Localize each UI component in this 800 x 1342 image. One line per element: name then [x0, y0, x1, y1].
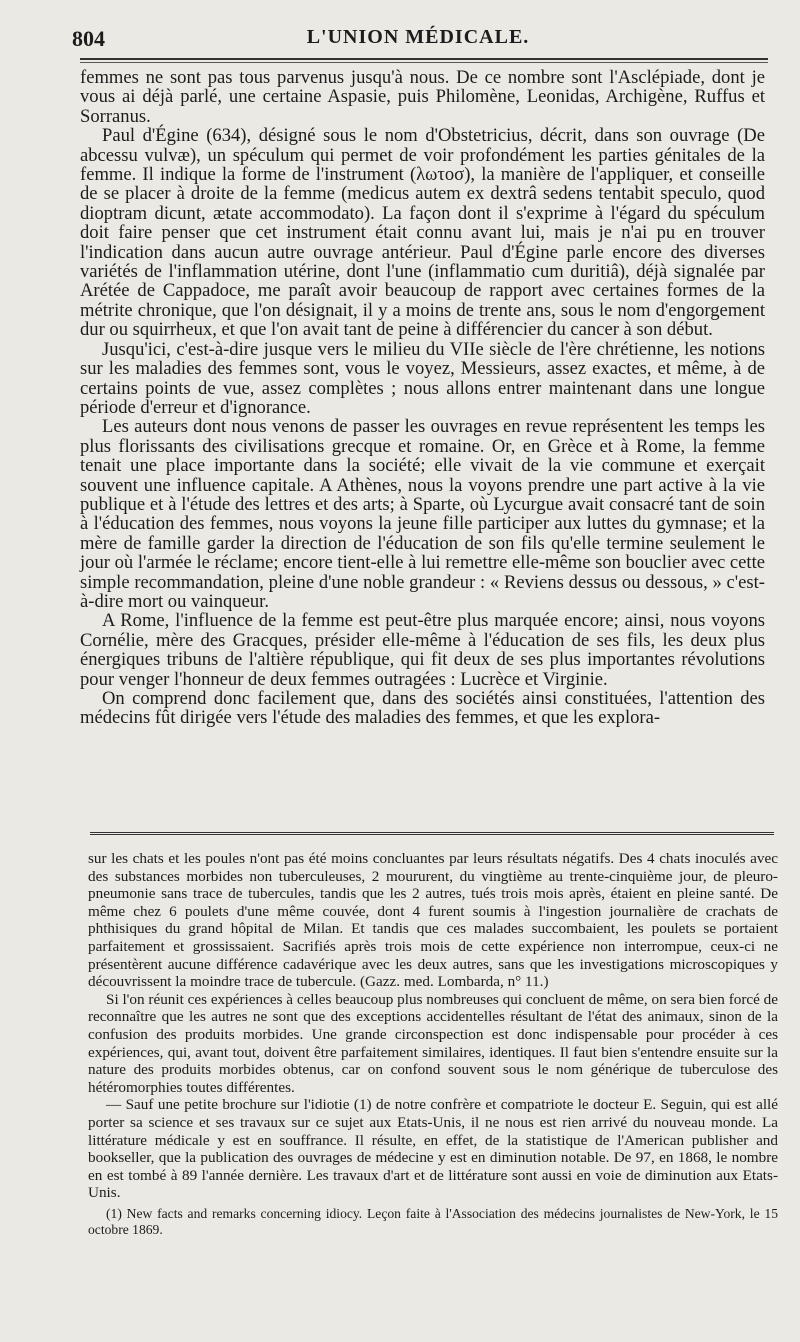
main-paragraph: femmes ne sont pas tous parvenus jusqu'à nous. De ce nombre sont l'Asclépiade, dont je vous ai déjà parlé, une certaine Aspasie, puis Philomène, Leonidas, Archigène, Ruffus et Sorranus. [80, 67, 765, 127]
main-paragraph: A Rome, l'influence de la femme est peut-être plus marquée encore; ainsi, nous voyons Cornélie, mère des Gracques, présider elle-même à l'éducation de ses fils, les deux plus énergiques tribuns de l'altière république, qui fit deux de ses plus importantes révolutions pour venger l'honneur de deux femmes outragées : Lucrèce et Virginie. [80, 610, 765, 690]
main-paragraph: Paul d'Égine (634), désigné sous le nom d'Obstetricius, décrit, dans son ouvrage (De abcessu vulvæ), un spéculum qui permet de voir profondément les parties génitales de la femme. Il indique la forme de l'instrument (λωτοσ), la manière de l'appliquer, et conseille de se placer à droite de la femme (medicus autem ex dextrâ sedens tentabit speculo, quod dioptram dicunt, ætate accommodato). La façon dont il s'exprime à l'égard du spéculum doit faire penser que cet instrument était connu avant lui, mais je n'ai pu en trouver l'indication dans aucun autre ouvrage antérieur. Paul d'Égine parle encore des diverses variétés de l'inflammation utérine, dont l'une (inflammatio cum duritiâ), déjà signalée par Arétée de Cappadoce, me paraît avoir beaucoup de rapport avec certaines formes de la métrite chronique, que l'on désignait, il y a moins de trente ans, sous le nom d'engorgement dur ou squirrheux, et que l'on avait tant de peine à différencier du cancer à son début. [80, 125, 765, 341]
note-paragraph: Si l'on réunit ces expériences à celles beaucoup plus nombreuses qui concluent de même, on sera bien forcé de reconnaître que les autres ne sont que des exceptions accidentelles résultant de l'état des animaux, sinon de la confusion des produits morbides. Une grande circonspection est donc indispensable pour procéder à ces expériences, qui, avant tout, doivent être parfaitement similaires, identiques. Il faut bien s'entendre ensuite sur la nature des produits morbides obtenus, car on confond souvent sous le nom générique de tuberculose des hétéromorphies toutes différentes. [88, 990, 779, 1096]
note-paragraph: — Sauf une petite brochure sur l'idiotie (1) de notre confrère et compatriote le docteur E. Seguin, qui est allé porter sa science et ses travaux sur ce sujet aux Etats-Unis, il ne nous est rien arrivé du nouveau monde. La littérature médicale y est en souffrance. Il résulte, en effet, de la statistique de l'American publisher and bookseller, que la publication des ouvrages de médecine y est en diminution notable. De 97, en 1868, le nombre en est tombé à 89 l'année dernière. Les travaux d'art et de littérature sont aussi en voie de diminution aux Etats-Unis. [88, 1096, 778, 1202]
journal-title: L'UNION MÉDICALE. [306, 26, 530, 48]
main-paragraph: Les auteurs dont nous venons de passer les ouvrages en revue représentent les temps les plus florissants des civilisations grecque et romaine. Or, en Grèce et à Rome, la femme tenait une place importante dans la société; elle vivait de la vie commune et exerçait souvent une influence capitale. A Athènes, nous la voyons prendre une part active à la vie publique et à l'étude des lettres et des arts; à Sparte, où Lycurgue avait consacré tant de soin à l'éducation des femmes, nous voyons la jeune fille participer aux luttes du gymnase; et la mère de famille garder la direction de l'éducation de son fils qu'elle termine seulement le jour où l'armée le réclame; encore tient-elle à lui remettre elle-même son bouclier avec cette simple recommandation, pleine d'une noble grandeur : « Reviens dessus ou dessous, » c'est-à-dire mort ou vainqueur. [80, 416, 765, 612]
main-paragraph: Jusqu'ici, c'est-à-dire jusque vers le milieu du VIIe siècle de l'ère chrétienne, les notions sur les maladies des femmes sont, vous le voyez, Messieurs, assez exactes, et même, à de certains points de vue, assez complètes ; nous allons entrer maintenant dans une longue période d'erreur et d'ignorance. [80, 338, 765, 418]
main-text [80, 68, 765, 728]
note-paragraph: sur les chats et les poules n'ont pas été moins concluantes par leurs résultats négatifs. Des 4 chats inoculés avec des substances morbides non tuberculeuses, 2 moururent, du vingtième au trente-cinquième jour, de pleuro-pneumonie sans trace de tubercules, tandis que les 2 autres, tués trois mois après, étaient en pleine santé. De même chez 6 poulets d'une même couvée, dont 4 furent soumis à l'ingestion journalière de crachats de phthisiques du grand hôpital de Milan. Et tandis que ces malades succombaient, les poulets se portaient parfaitement et grossissaient. Sacrifiés après trois mois de cette expérience non interrompue, ceux-ci ne présentèrent aucune différence cadavérique avec les deux autres, sans que les investigations microscopiques y découvrissent la moindre trace de tubercule. (Gazz. med. Lombarda, n° 11.) [88, 850, 778, 991]
main-paragraph: On comprend donc facilement que, dans des sociétés ainsi constituées, l'attention des médecins fût dirigée vers l'étude des maladies des femmes, et que les explora- [80, 688, 765, 729]
notes-column [88, 850, 778, 1238]
header-rule [80, 58, 768, 63]
page-header [72, 22, 764, 52]
section-divider [90, 832, 774, 835]
page-number: 804 [72, 26, 105, 51]
footnote-reference: (1) New facts and remarks concerning idiocy. Leçon faite à l'Association des médecins journalistes de New-York, le 15 octobre 1869. [88, 1205, 778, 1237]
